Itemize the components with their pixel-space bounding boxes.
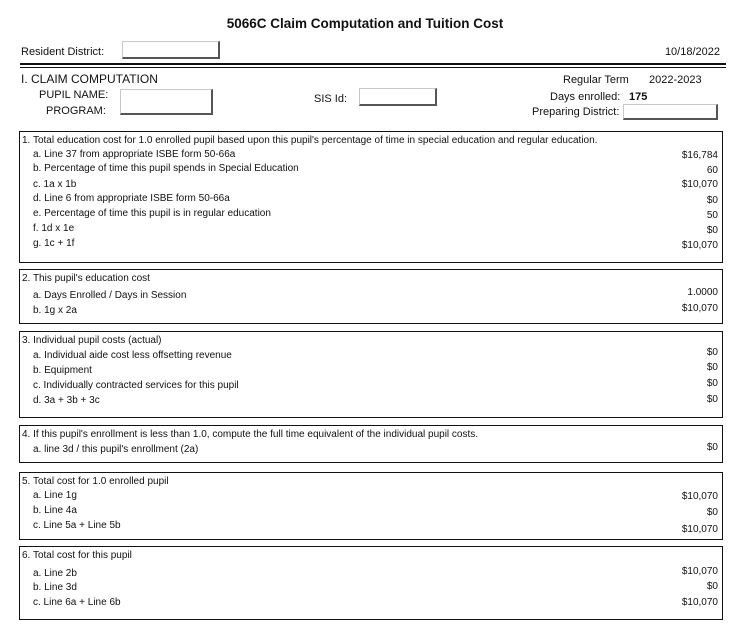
resident-district-label: Resident District:	[21, 46, 105, 58]
line-1g-value: $10,070	[681, 240, 718, 251]
section-2-box	[19, 269, 723, 324]
line-2a-label: a. Days Enrolled / Days in Session	[33, 290, 187, 301]
preparing-district-field[interactable]	[623, 104, 718, 120]
line-1a-value: $16,784	[681, 150, 718, 161]
line-3d-label: d. 3a + 3b + 3c	[33, 395, 100, 406]
line-5a-value: $10,070	[681, 491, 718, 502]
section-3-title: 3. Individual pupil costs (actual)	[22, 335, 162, 346]
claim-computation-heading: I. CLAIM COMPUTATION	[21, 72, 158, 86]
line-6c-label: c. Line 6a + Line 6b	[33, 597, 121, 608]
line-3c-value: $0	[706, 378, 718, 389]
resident-district-field[interactable]	[122, 41, 220, 59]
line-2a-value: 1.0000	[687, 287, 718, 298]
line-1a-label: a. Line 37 from appropriate ISBE form 50-66a	[33, 149, 236, 160]
report-date: 10/18/2022	[664, 46, 720, 58]
section-5-box	[19, 472, 723, 540]
line-1c-value: $10,070	[681, 179, 718, 190]
section-4-title: 4. If this pupil's enrollment is less than 1.0, compute the full time equivalent of the individual pupil costs.	[22, 429, 479, 440]
line-2b-value: $10,070	[681, 303, 718, 314]
line-1b-label: b. Percentage of time this pupil spends in Special Education	[33, 163, 299, 174]
line-6c-value: $10,070	[681, 597, 718, 608]
section-3-box	[19, 331, 723, 418]
line-6b-value: $0	[706, 581, 718, 592]
line-3a-value: $0	[706, 347, 718, 358]
line-1f-value: $0	[706, 225, 718, 236]
line-1d-value: $0	[706, 195, 718, 206]
page-title: 5066C Claim Computation and Tuition Cost	[226, 16, 504, 31]
line-3d-value: $0	[706, 394, 718, 405]
line-4a-label: a. line 3d / this pupil's enrollment (2a)	[33, 444, 199, 455]
line-5b-label: b. Line 4a	[33, 505, 77, 516]
section-1-title: 1. Total education cost for 1.0 enrolled pupil based upon this pupil's percentage of time in special education and regular education.	[22, 135, 598, 146]
line-1e-value: 50	[706, 210, 718, 221]
line-3c-label: c. Individually contracted services for this pupil	[33, 380, 239, 391]
line-5c-label: c. Line 5a + Line 5b	[33, 520, 121, 531]
days-enrolled-label: Days enrolled:	[550, 91, 621, 103]
line-1f-label: f. 1d x 1e	[33, 223, 75, 234]
sis-id-field[interactable]	[359, 88, 437, 106]
sis-id-label: SIS Id:	[314, 93, 348, 105]
line-1d-label: d. Line 6 from appropriate ISBE form 50-66a	[33, 193, 230, 204]
pupil-name-label: PUPIL NAME:	[39, 89, 109, 101]
term-label: Regular Term	[563, 74, 629, 86]
line-3b-label: b. Equipment	[33, 365, 92, 376]
line-3b-value: $0	[706, 362, 718, 373]
line-3a-label: a. Individual aide cost less offsetting revenue	[33, 350, 232, 361]
term-year: 2022-2023	[649, 74, 702, 86]
line-4a-value: $0	[706, 442, 718, 453]
pupil-name-field[interactable]	[120, 89, 213, 115]
section-5-title: 5. Total cost for 1.0 enrolled pupil	[22, 476, 169, 487]
section-4-box	[19, 425, 723, 463]
line-5b-value: $0	[706, 507, 718, 518]
days-enrolled-value: 175	[629, 91, 648, 103]
line-1b-value: 60	[706, 165, 718, 176]
line-1c-label: c. 1a x 1b	[33, 179, 77, 190]
line-6a-label: a. Line 2b	[33, 568, 77, 579]
line-6b-label: b. Line 3d	[33, 582, 77, 593]
section-1-box	[19, 131, 723, 263]
section-6-box	[19, 546, 723, 620]
section-2-title: 2. This pupil's education cost	[22, 273, 150, 284]
header-divider-bottom	[20, 67, 726, 68]
line-5c-value: $10,070	[681, 524, 718, 535]
line-2b-label: b. 1g x 2a	[33, 305, 77, 316]
line-5a-label: a. Line 1g	[33, 490, 77, 501]
section-6-title: 6. Total cost for this pupil	[22, 550, 132, 561]
program-label: PROGRAM:	[46, 105, 106, 117]
preparing-district-label: Preparing District:	[532, 106, 620, 118]
line-1e-label: e. Percentage of time this pupil is in regular education	[33, 208, 271, 219]
line-6a-value: $10,070	[681, 566, 718, 577]
header-divider-top	[20, 63, 726, 65]
line-1g-label: g. 1c + 1f	[33, 238, 75, 249]
